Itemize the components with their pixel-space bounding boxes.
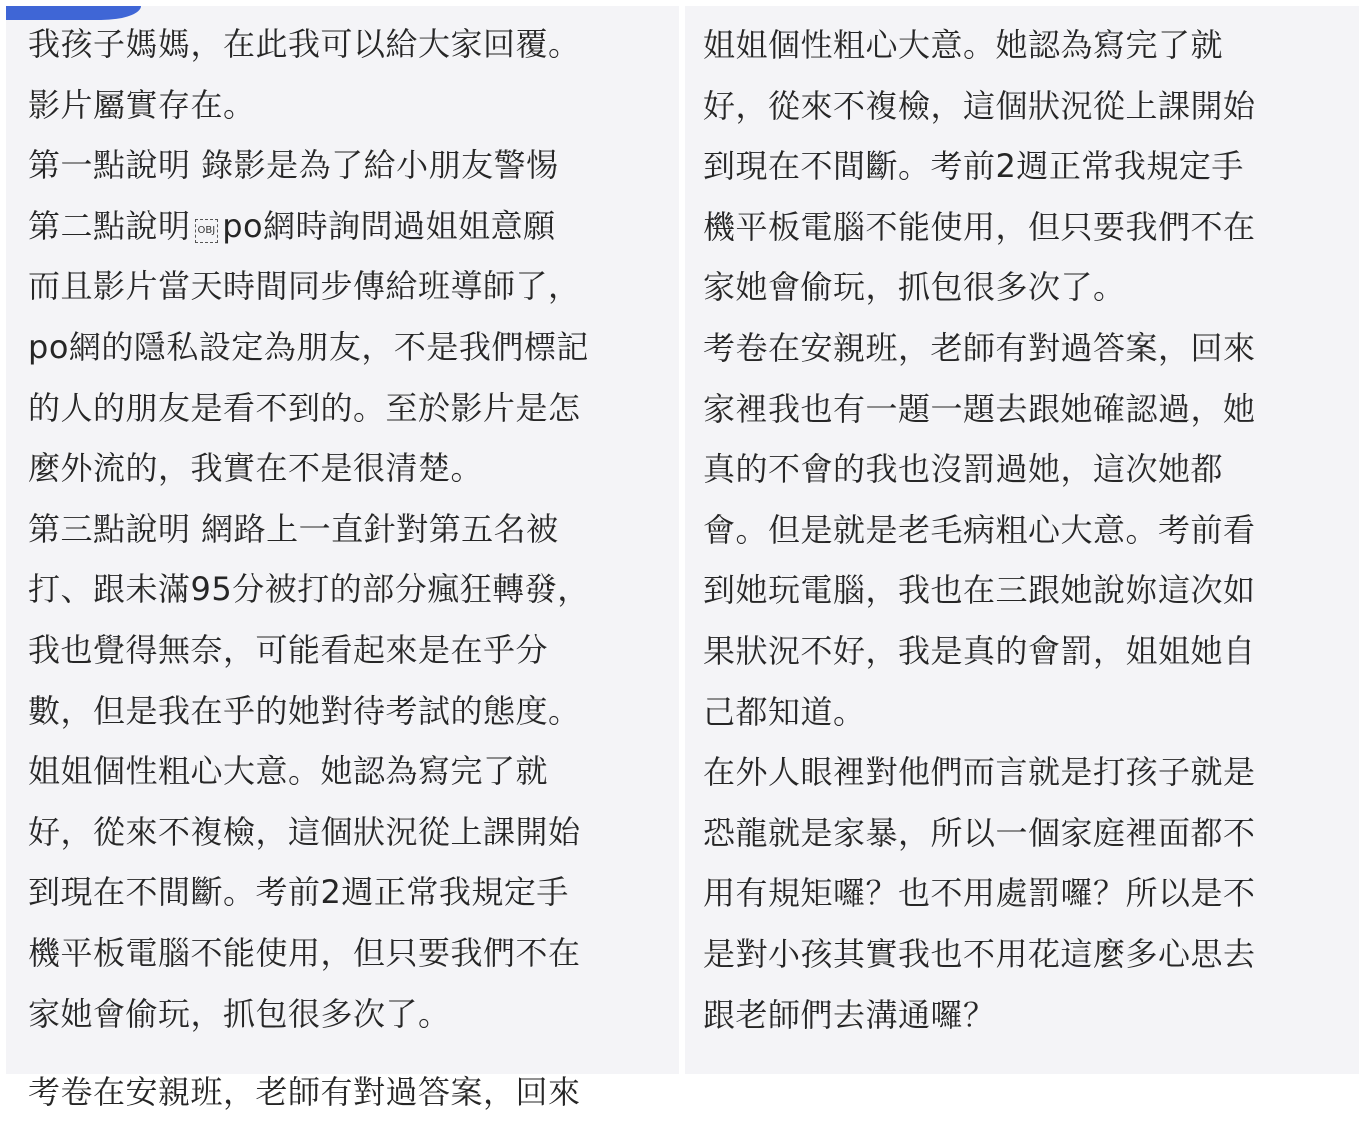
object-placeholder-icon: OBJ [195, 219, 219, 243]
left-screenshot-panel [6, 6, 679, 1112]
text-line: po網的隱私設定為朋友，不是我們標記 [28, 327, 589, 366]
text-line: 真的不會的我也沒罰過她，這次她都 [703, 450, 1224, 489]
text-line: 會。但是就是老毛病粗心大意。考前看 [703, 510, 1256, 549]
text-line: 好，從來不複檢，這個狀況從上課開始 [28, 812, 581, 851]
text-line: 第三點說明 網路上一直針對第五名被 [28, 509, 559, 548]
text-line-partial: 考卷在安親班，老師有對過答案，回來 [28, 1073, 581, 1112]
text-line: 己都知道。 [703, 692, 866, 731]
text-segment: po網時詢問過姐姐意願 [222, 206, 556, 245]
text-line: 第一點說明 錄影是為了給小朋友警惕 [28, 146, 559, 185]
text-line: 到她玩電腦，我也在三跟她說妳這次如 [703, 571, 1256, 610]
text-line: 家她會偷玩，抓包很多次了。 [703, 268, 1126, 307]
text-segment: 第二點說明 [28, 206, 191, 245]
text-line: 機平板電腦不能使用，但只要我們不在 [703, 207, 1256, 246]
text-line: 家裡我也有一題一題去跟她確認過，她 [703, 389, 1256, 428]
text-line: 數，但是我在乎的她對待考試的態度。 [28, 691, 581, 730]
right-screenshot-panel [685, 6, 1359, 1074]
text-line: 麼外流的，我實在不是很清楚。 [28, 449, 484, 488]
text-line: 而且影片當天時間同步傳給班導師了， [28, 267, 581, 306]
text-line: 在外人眼裡對他們而言就是打孩子就是 [703, 753, 1256, 792]
text-line: 家她會偷玩，抓包很多次了。 [28, 994, 451, 1033]
text-line: 是對小孩其實我也不用花這麼多心思去 [703, 934, 1256, 973]
text-line-with-object [28, 196, 679, 257]
text-line: 姐姐個性粗心大意。她認為寫完了就 [703, 26, 1224, 64]
text-line: 機平板電腦不能使用，但只要我們不在 [28, 933, 581, 972]
text-line: 跟老師們去溝通囉？ [703, 995, 996, 1034]
text-line: 影片屬實存在。 [28, 85, 256, 124]
text-line: 到現在不間斷。考前2週正常我規定手 [28, 873, 569, 912]
text-line: 好，從來不複檢，這個狀況從上課開始 [703, 86, 1256, 125]
top-accent-tab [6, 6, 141, 20]
text-line: 的人的朋友是看不到的。至於影片是怎 [28, 388, 581, 427]
text-line: 果狀況不好，我是真的會罰，姐姐她自 [703, 631, 1256, 670]
text-line: 到現在不間斷。考前2週正常我規定手 [703, 147, 1244, 186]
text-line: 用有規矩囉？也不用處罰囉？所以是不 [703, 874, 1256, 913]
text-line: 姐姐個性粗心大意。她認為寫完了就 [28, 752, 549, 791]
text-line: 恐龍就是家暴，所以一個家庭裡面都不 [703, 813, 1256, 852]
text-line: 我孩子媽媽，在此我可以給大家回覆。 [28, 25, 581, 63]
text-line: 打、跟未滿95分被打的部分瘋狂轉發， [28, 570, 590, 609]
text-line: 考卷在安親班，老師有對過答案，回來 [703, 328, 1256, 367]
text-line: 我也覺得無奈，可能看起來是在乎分 [28, 630, 549, 669]
